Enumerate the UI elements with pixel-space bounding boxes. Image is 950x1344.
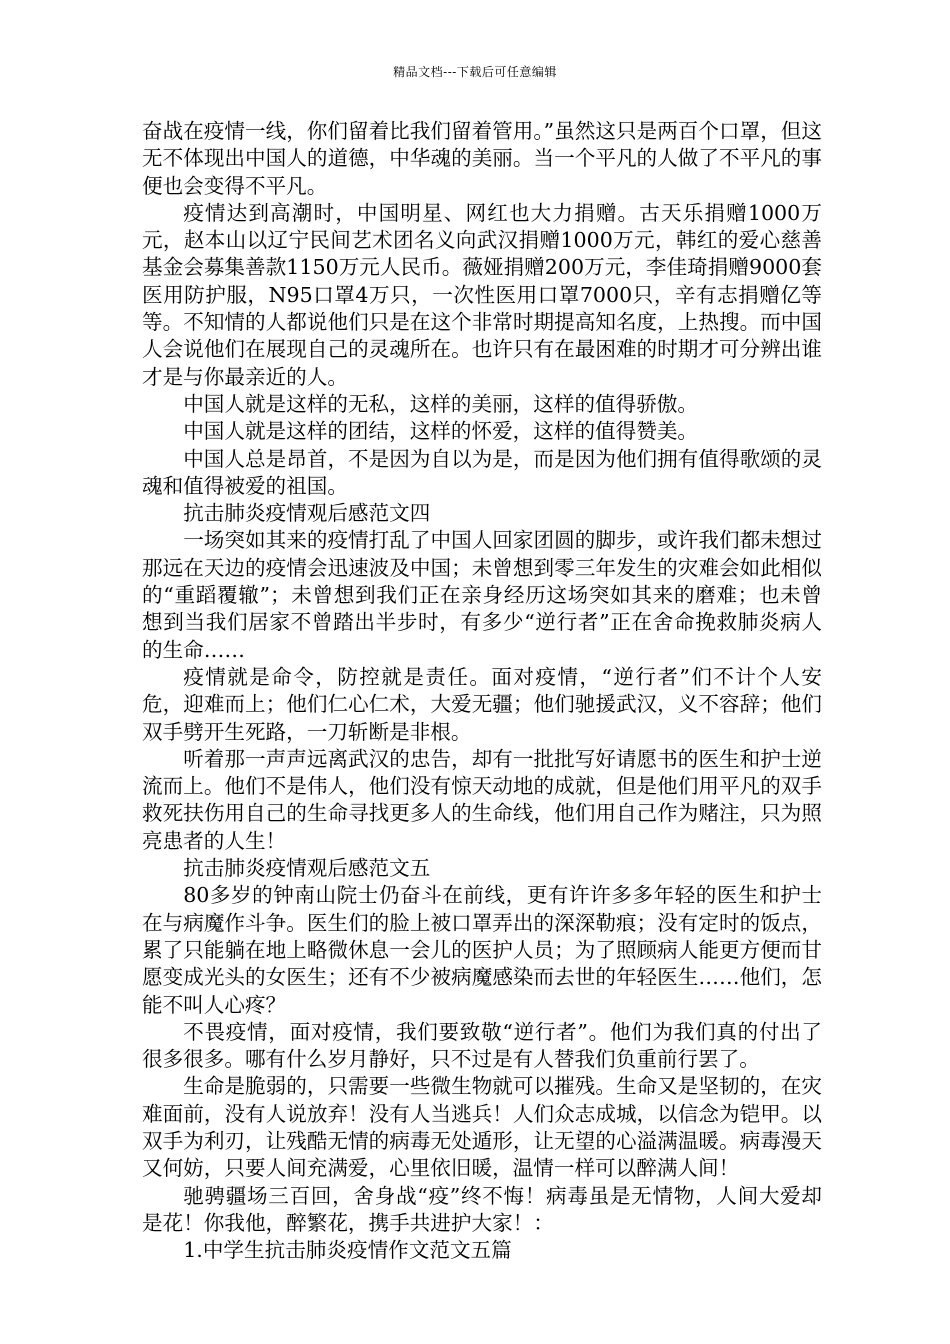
paragraph: 一场突如其来的疫情打乱了中国人回家团圆的脚步，或许我们都未想过那远在天边的疫情会迅速波及中国；未曾想到零三年发生的灾难会如此相似的“重蹈覆辙”；未曾想到我们正在亲身经历这场突如其来的磨难；也未曾想到当我们居家不曾踏出半步时，有多少“逆行者”正在舍命挽救肺炎病人的生命…… [142,528,822,662]
paragraph: 疫情就是命令，防控就是责任。面对疫情，“逆行者”们不计个人安危，迎难而上；他们仁心仁术，大爱无疆；他们驰援武汉，义不容辞；他们双手劈开生死路，一刀斩断是非根。 [142,664,822,744]
paragraph: 中国人总是昂首，不是因为自以为是，而是因为他们拥有值得歌颂的灵魂和值得被爱的祖国。 [142,446,822,498]
paragraph: 生命是脆弱的，只需要一些微生物就可以摧残。生命又是坚韧的，在灾难面前，没有人说放弃！没有人当逃兵！人们众志成城，以信念为铠甲。以双手为利刃，让残酷无情的病毒无处遁形，让无望的心溢满温暖。病毒漫天又何妨，只要人间充满爱，心里依旧暖，温情一样可以醉满人间！ [142,1074,822,1181]
document-body [142,118,822,1264]
paragraph: 80多岁的钟南山院士仍奋斗在前线，更有许许多多年轻的医生和护士在与病魔作斗争。医生们的脸上被口罩弄出的深深勒痕；没有定时的饭点，累了只能躺在地上略微休息一会儿的医护人员；为了照顾病人能更方便而甘愿变成光头的女医生；还有不少被病魔感染而去世的年轻医生……他们，怎能不叫人心疼？ [142,883,822,1017]
section-heading: 抗击肺炎疫情观后感范文五 [183,856,431,881]
section-heading: 抗击肺炎疫情观后感范文四 [183,501,431,526]
paragraph: 中国人就是这样的团结，这样的怀爱，这样的值得赞美。 [183,419,699,444]
page-header: 精品文档---下载后可任意编辑 [393,65,557,79]
paragraph: 奋战在疫情一线，你们留着比我们留着管用。”虽然这只是两百个口罩，但这无不体现出中国人的道德，中华魂的美丽。当一个平凡的人做了不平凡的事便也会变得不平凡。 [142,119,822,198]
list-item: 1.中学生抗击肺炎疫情作文范文五篇 [183,1238,512,1263]
paragraph: 驰骋疆场三百回，舍身战“疫”终不悔！病毒虽是无情物，人间大爱却是花！你我他，醉繁花，携手共进护大家！： [142,1183,822,1235]
paragraph: 听着那一声声远离武汉的忠告，却有一批批写好请愿书的医生和护士逆流而上。他们不是伟人，他们没有惊天动地的成就，但是他们用平凡的双手救死扶伤用自己的生命寻找更多人的生命线，他们用自己作为赌注，只为照亮患者的人生！ [142,746,822,853]
paragraph: 不畏疫情，面对疫情，我们要致敬“逆行者”。他们为我们真的付出了很多很多。哪有什么岁月静好，只不过是有人替我们负重前行罢了。 [142,1019,822,1072]
paragraph: 疫情达到高潮时，中国明星、网红也大力捐赠。古天乐捐赠1000万元，赵本山以辽宁民间艺术团名义向武汉捐赠1000万元，韩红的爱心慈善基金会募集善款1150万元人民币。薇娅捐赠200万元，李佳琦捐赠9000套医用防护服，N95口罩4万只，一次性医用口罩7000只，辛有志捐赠亿等等。不知情的人都说他们只是在这个非常时期提高知名度，上热搜。而中国人会说他们在展现自己的灵魂所在。也许只有在最困难的时期才可分辨出谁才是与你最亲近的人。 [142,200,822,389]
paragraph: 中国人就是这样的无私，这样的美丽，这样的值得骄傲。 [183,391,699,416]
